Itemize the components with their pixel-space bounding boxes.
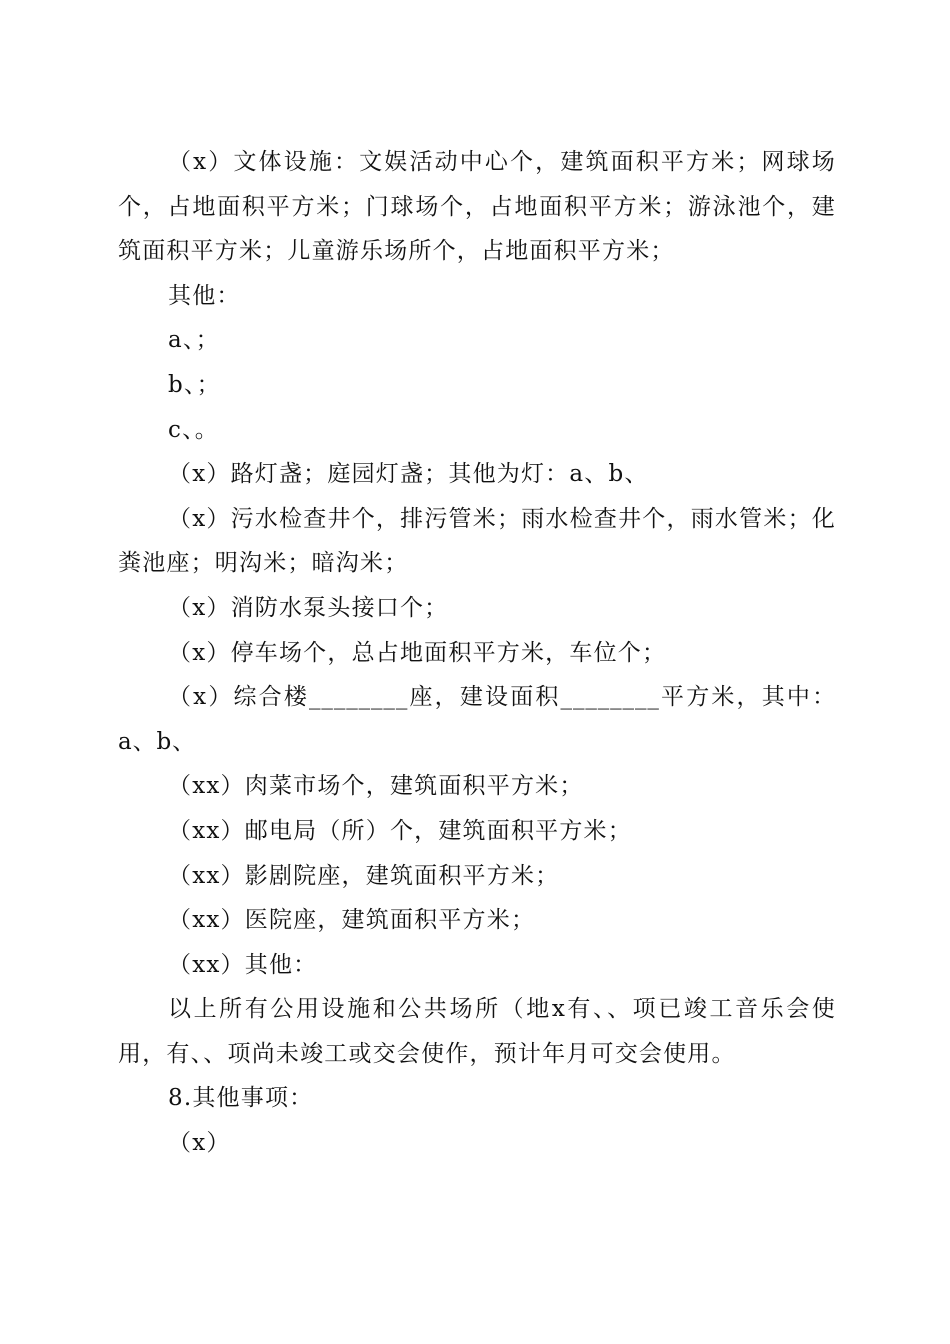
paragraph-street-lights: （x）路灯盏；庭园灯盏；其他为灯：a、b、 xyxy=(168,461,649,488)
paragraph-drainage: （x）污水检查井个，排污管米；雨水检查井个，雨水管米；化粪池座；明沟米；暗沟米； xyxy=(118,505,836,577)
paragraph-other-xx: （xx）其他： xyxy=(168,951,318,978)
paragraph-others-heading: 其他： xyxy=(168,282,241,309)
paragraph-section-8-title: 8.其他事项： xyxy=(168,1085,314,1112)
paragraph-market: （xx）肉菜市场个，建筑面积平方米； xyxy=(168,773,584,800)
paragraph-post-office: （xx）邮电局（所）个，建筑面积平方米； xyxy=(168,817,632,844)
paragraph-sports-facilities: （x）文体设施：文娱活动中心个，建筑面积平方米；网球场个，占地面积平方米；门球场个，占地面积平方米；游泳池个，建筑面积平方米；儿童游乐场所个，占地面积平方米； xyxy=(118,149,836,265)
paragraph-theater: （xx）影剧院座，建筑面积平方米； xyxy=(168,862,560,889)
paragraph-parking: （x）停车场个，总占地面积平方米，车位个； xyxy=(168,639,667,666)
paragraph-item-c: c、。 xyxy=(168,416,219,443)
paragraph-summary: 以上所有公用设施和公共场所（地x有、、项已竣工音乐会使用，有、、项尚未竣工或交会使作，预计年月可交会使用。 xyxy=(118,996,836,1067)
paragraph-section-8-item: （x） xyxy=(168,1130,231,1157)
document-body xyxy=(118,140,836,1166)
paragraph-complex-building: （x）综合楼________座，建设面积________平方米，其中：a、b、 xyxy=(118,684,836,755)
paragraph-item-b: b、； xyxy=(168,371,221,398)
paragraph-hospital: （xx）医院座，建筑面积平方米； xyxy=(168,907,536,934)
paragraph-fire-pump: （x）消防水泵头接口个； xyxy=(168,594,449,621)
paragraph-item-a: a、； xyxy=(168,327,220,354)
